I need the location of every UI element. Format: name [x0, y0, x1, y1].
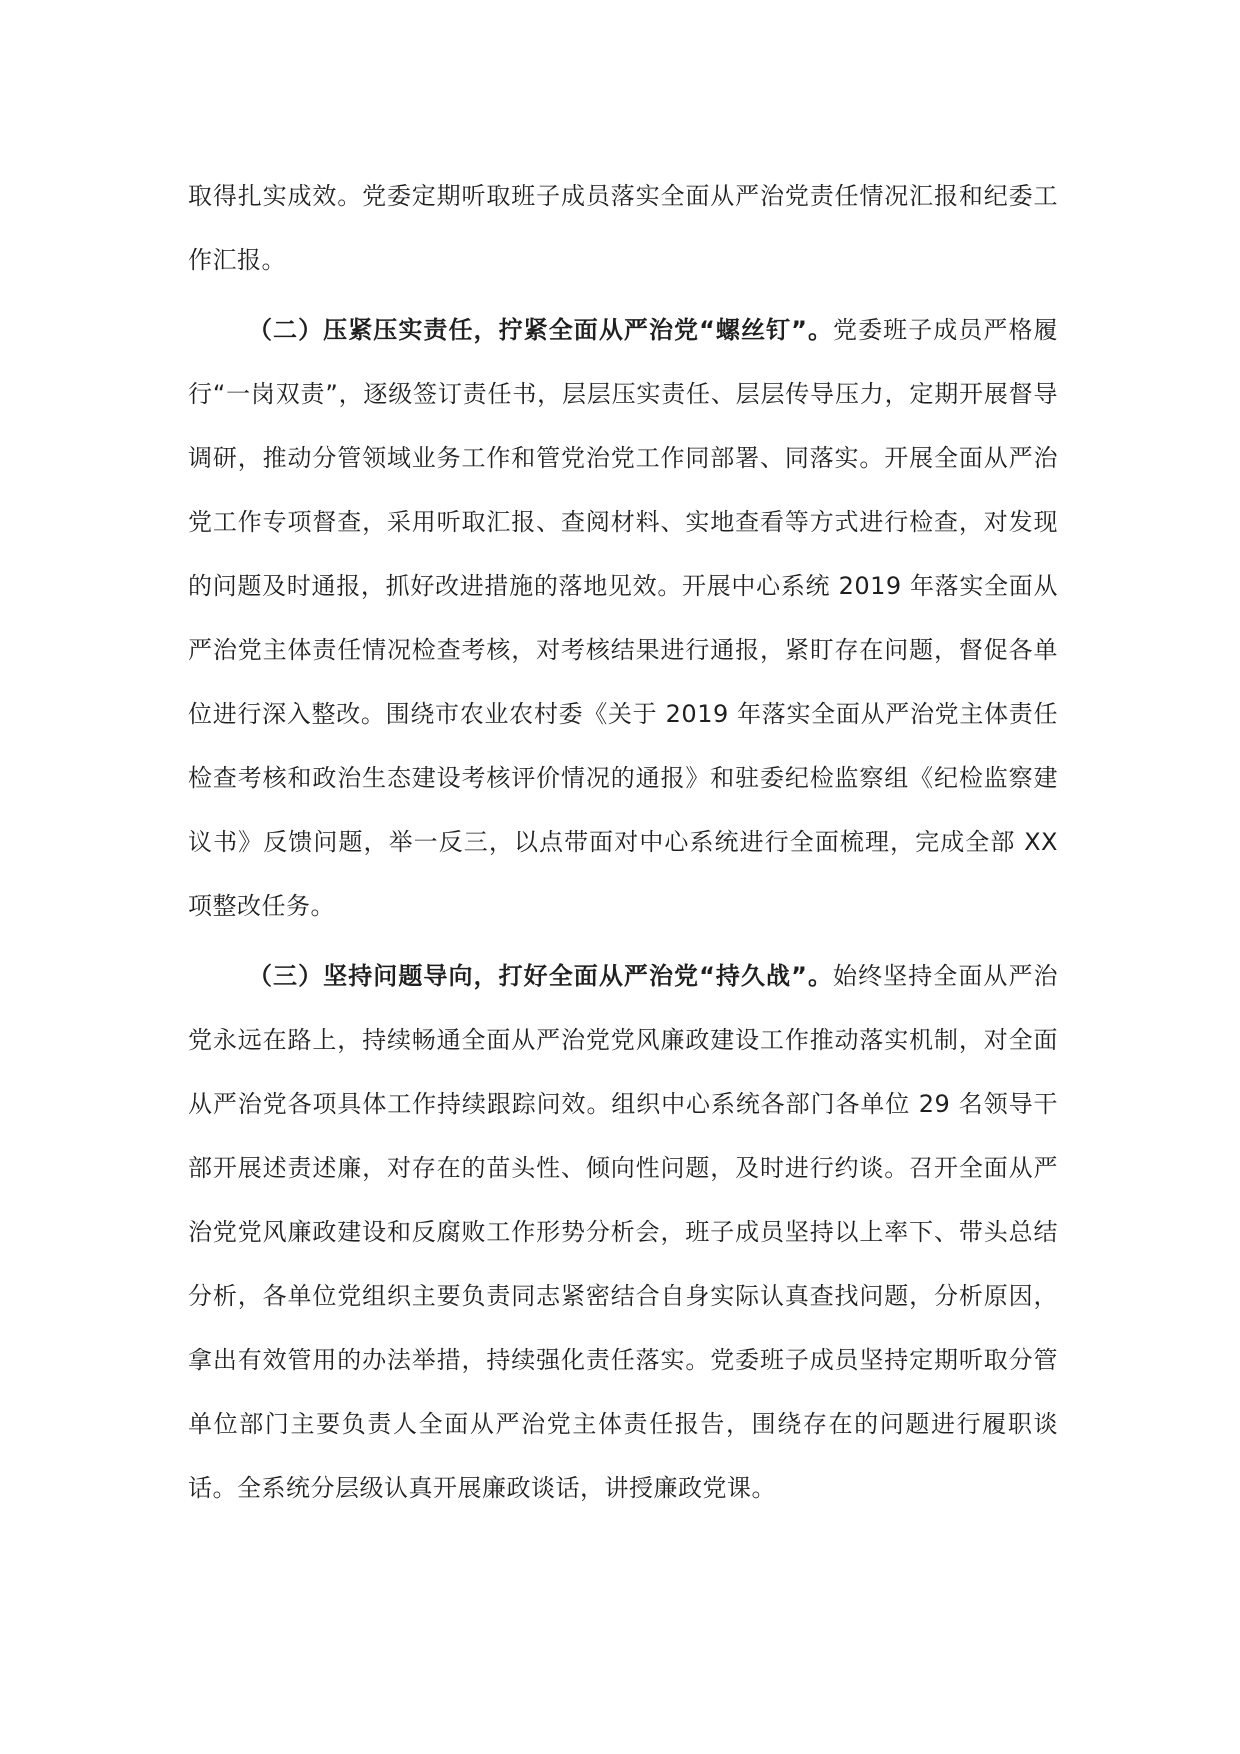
paragraph-continuation [188, 164, 1058, 292]
paragraph-section-3 [188, 944, 1058, 1520]
paragraph-text: 取得扎实成效。党委定期听取班子成员落实全面从严治党责任情况汇报和纪委工作汇报。 [188, 182, 1058, 274]
document-page [188, 164, 1058, 1520]
paragraph-section-2 [188, 298, 1058, 938]
paragraph-text: 党委班子成员严格履行“一岗双责”，逐级签订责任书，层层压实责任、层层传导压力，定期开展督导调研，推动分管领域业务工作和管党治党工作同部署、同落实。开展全面从严治党工作专项督查，采用听取汇报、查阅材料、实地查看等方式进行检查，对发现的问题及时通报，抓好改进措施的落地见效。开展中心系统 2019 年落实全面从严治党主体责任情况检查考核，对考核结果进行通报，紧盯存在问题，督促各单位进行深入整改。围绕市农业农村委《关于 2019 年落实全面从严治党主体责任检查考核和政治生态建设考核评价情况的通报》和驻委纪检监察组《纪检监察建议书》反馈问题，举一反三，以点带面对中心系统进行全面梳理，完成全部 XX 项整改任务。 [188, 316, 1059, 920]
section-heading-2: （二）压紧压实责任，拧紧全面从严治党“螺丝钉”。 [248, 316, 834, 344]
section-heading-3: （三）坚持问题导向，打好全面从严治党“持久战”。 [248, 962, 834, 990]
paragraph-text: 始终坚持全面从严治党永远在路上，持续畅通全面从严治党党风廉政建设工作推动落实机制，对全面从严治党各项具体工作持续跟踪问效。组织中心系统各部门各单位 29 名领导干部开展述责述廉，对存在的苗头性、倾向性问题，及时进行约谈。召开全面从严治党党风廉政建设和反腐败工作形势分析会，班子成员坚持以上率下、带头总结分析，各单位党组织主要负责同志紧密结合自身实际认真查找问题，分析原因，拿出有效管用的办法举措，持续强化责任落实。党委班子成员坚持定期听取分管单位部门主要负责人全面从严治党主体责任报告，围绕存在的问题进行履职谈话。全系统分层级认真开展廉政谈话，讲授廉政党课。 [188, 962, 1059, 1502]
